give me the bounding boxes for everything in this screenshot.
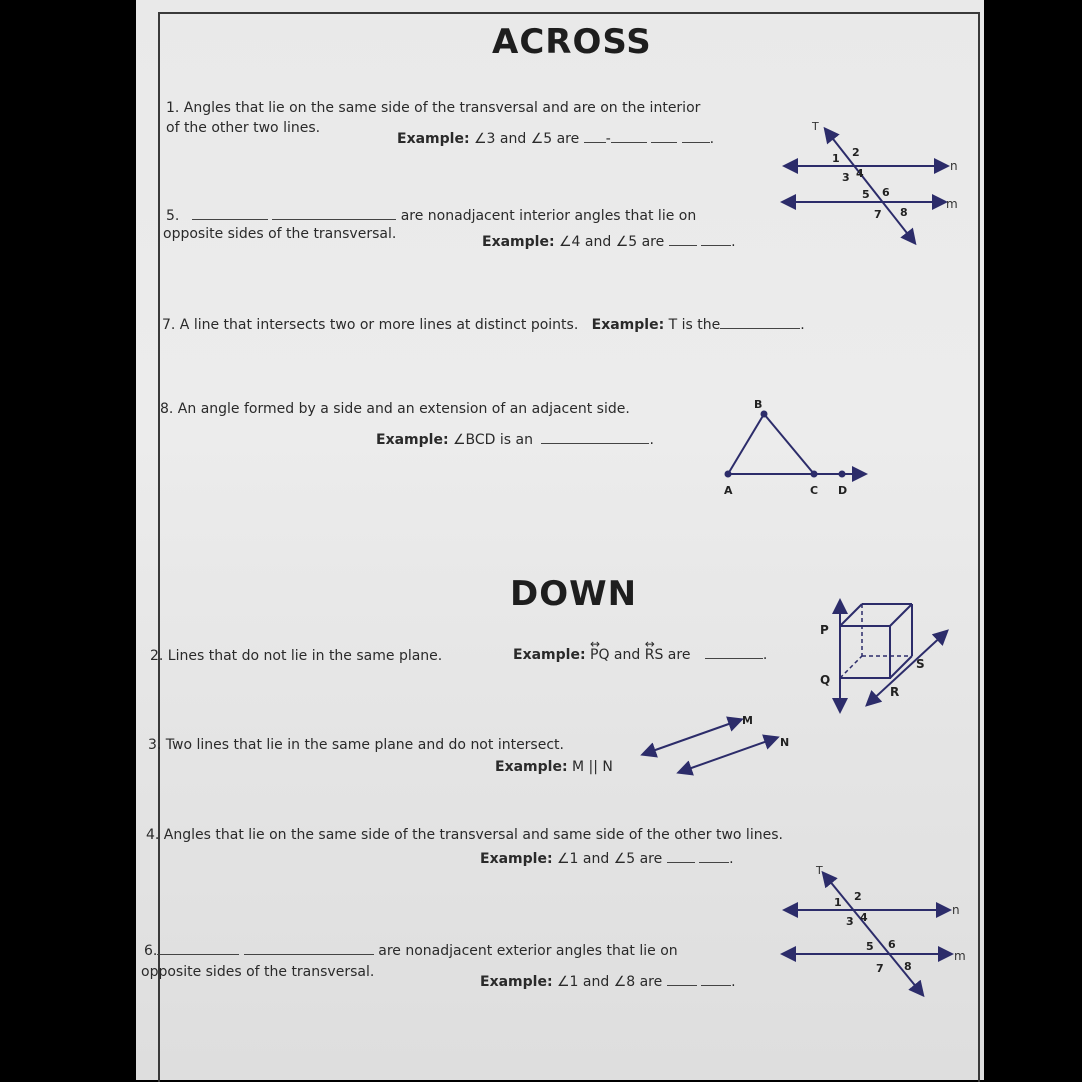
example-text: ∠BCD is an	[453, 432, 534, 448]
q1-line2: of the other two lines.	[166, 120, 321, 136]
q6-line1	[144, 940, 678, 960]
example-text: ∠3 and ∠5 are	[474, 131, 580, 147]
transversal-t	[826, 130, 914, 242]
q8-text: 8. An angle formed by a side and an extension of an adjacent side.	[160, 401, 630, 417]
blank-separator: -	[605, 131, 611, 147]
angle-label: 6	[882, 186, 890, 199]
answer-blank[interactable]	[541, 429, 607, 444]
across-heading: ACROSS	[492, 22, 652, 62]
q5-text: are nonadjacent interior angles that lie on	[400, 208, 697, 224]
answer-blank[interactable]	[701, 971, 731, 986]
label-m: m	[946, 197, 958, 211]
and-word: and	[613, 647, 641, 663]
transversal-figure-1	[776, 118, 966, 250]
label-t: T	[816, 864, 823, 877]
q1-line1: 1. Angles that lie on the same side of the transversal and are on the interior	[166, 100, 701, 116]
q7-line: 7. A line that intersects two or more lines at distinct points. Example: T is the .	[162, 314, 805, 334]
q5-number: 5.	[166, 208, 180, 224]
angle-label: 1	[832, 152, 840, 165]
label-a: A	[724, 484, 733, 497]
q5-example: Example: ∠4 and ∠5 are .	[482, 231, 736, 251]
point-d	[839, 471, 846, 478]
q5-line2: opposite sides of the transversal.	[163, 226, 397, 242]
q6-line2: opposite sides of the transversal.	[141, 964, 375, 980]
label-b: B	[754, 398, 763, 411]
q3-example	[495, 758, 613, 776]
point-a	[725, 471, 732, 478]
angle-label: 6	[888, 938, 896, 951]
answer-blank[interactable]	[682, 128, 710, 143]
q6-example: Example: ∠1 and ∠8 are .	[480, 971, 736, 991]
line-arrow-icon: ↔	[644, 637, 655, 651]
q4-text: 4. Angles that lie on the same side of the transversal and same side of the other two lines.	[146, 827, 783, 843]
answer-blank[interactable]	[192, 205, 268, 220]
down-heading: DOWN	[510, 574, 638, 614]
label-n: n	[950, 159, 958, 173]
are-word: are	[667, 647, 691, 663]
q1-example: Example: ∠3 and ∠5 are - .	[397, 128, 714, 148]
answer-blank[interactable]	[699, 848, 729, 863]
label-s: S	[916, 657, 925, 671]
label-d: D	[838, 484, 848, 497]
q2-text: 2. Lines that do not lie in the same plane.	[150, 648, 443, 664]
example-label: Example:	[480, 851, 553, 867]
angle-label: 1	[834, 896, 842, 909]
angle-label: 3	[842, 171, 850, 184]
answer-blank[interactable]	[611, 128, 647, 143]
example-label: Example:	[480, 974, 553, 990]
label-m: m	[954, 949, 966, 963]
angle-label: 8	[900, 206, 908, 219]
answer-blank[interactable]	[651, 128, 677, 143]
q5-line1	[166, 205, 696, 225]
triangle-figure	[714, 394, 874, 502]
example-label: Example:	[376, 432, 449, 448]
example-label: Example:	[482, 234, 555, 250]
line-rs	[868, 632, 946, 704]
angle-label: 8	[904, 960, 912, 973]
label-m: M	[742, 714, 753, 727]
example-label: Example:	[397, 131, 470, 147]
q7-text: 7. A line that intersects two or more lines at distinct points.	[162, 317, 579, 333]
example-label: Example:	[495, 759, 568, 775]
q4-example: Example: ∠1 and ∠5 are .	[480, 848, 734, 868]
q8-example: Example: ∠BCD is an .	[376, 429, 654, 449]
example-text: M || N	[572, 759, 613, 775]
answer-blank[interactable]	[669, 231, 697, 246]
answer-blank[interactable]	[667, 848, 695, 863]
line-pq: ↔ PQ	[590, 637, 610, 663]
example-label: Example:	[591, 317, 665, 333]
parallel-lines-figure	[636, 708, 796, 780]
q6-number: 6.	[144, 943, 158, 959]
transversal-figure-2	[776, 862, 972, 1002]
point-b	[761, 411, 768, 418]
answer-blank[interactable]	[272, 205, 396, 220]
angle-label: 7	[874, 208, 882, 221]
angle-label: 4	[860, 911, 868, 924]
answer-blank[interactable]	[157, 940, 239, 955]
cube-figure	[812, 592, 958, 716]
example-text: ∠1 and ∠5 are	[557, 851, 663, 867]
side-ab	[728, 414, 764, 474]
angle-label: 5	[862, 188, 870, 201]
point-c	[811, 471, 818, 478]
example-text: ∠1 and ∠8 are	[557, 974, 663, 990]
q3-text: 3. Two lines that lie in the same plane and do not intersect.	[148, 737, 564, 753]
example-text: T is the	[668, 317, 721, 333]
answer-blank[interactable]	[701, 231, 731, 246]
angle-label: 5	[866, 940, 874, 953]
label-n: n	[952, 903, 960, 917]
q6-text: are nonadjacent exterior angles that lie on	[378, 943, 678, 959]
side-bc	[764, 414, 814, 474]
answer-blank[interactable]	[607, 429, 649, 444]
answer-blank[interactable]	[584, 128, 606, 143]
angle-label: 4	[856, 167, 864, 180]
line-arrow-icon: ↔	[590, 637, 601, 651]
line-m	[644, 720, 740, 754]
transversal-t	[824, 874, 922, 994]
line-rs: ↔ RS	[644, 637, 664, 663]
label-c: C	[810, 484, 819, 497]
label-p: P	[820, 623, 829, 637]
angle-label: 2	[854, 890, 862, 903]
label-t: T	[812, 120, 819, 133]
angle-label: 7	[876, 962, 884, 975]
example-text: ∠4 and ∠5 are	[559, 234, 665, 250]
label-q: Q	[820, 673, 831, 687]
angle-label: 3	[846, 915, 854, 928]
q2-example: Example: ↔ PQ and ↔ RS are .	[513, 637, 768, 663]
line-n	[680, 738, 776, 772]
label-n: N	[780, 736, 790, 749]
label-r: R	[890, 685, 900, 699]
answer-blank[interactable]	[244, 940, 374, 955]
answer-blank[interactable]	[705, 644, 763, 659]
angle-label: 2	[852, 146, 860, 159]
example-label: Example:	[513, 647, 586, 663]
answer-blank[interactable]	[667, 971, 697, 986]
answer-blank[interactable]	[720, 314, 800, 329]
